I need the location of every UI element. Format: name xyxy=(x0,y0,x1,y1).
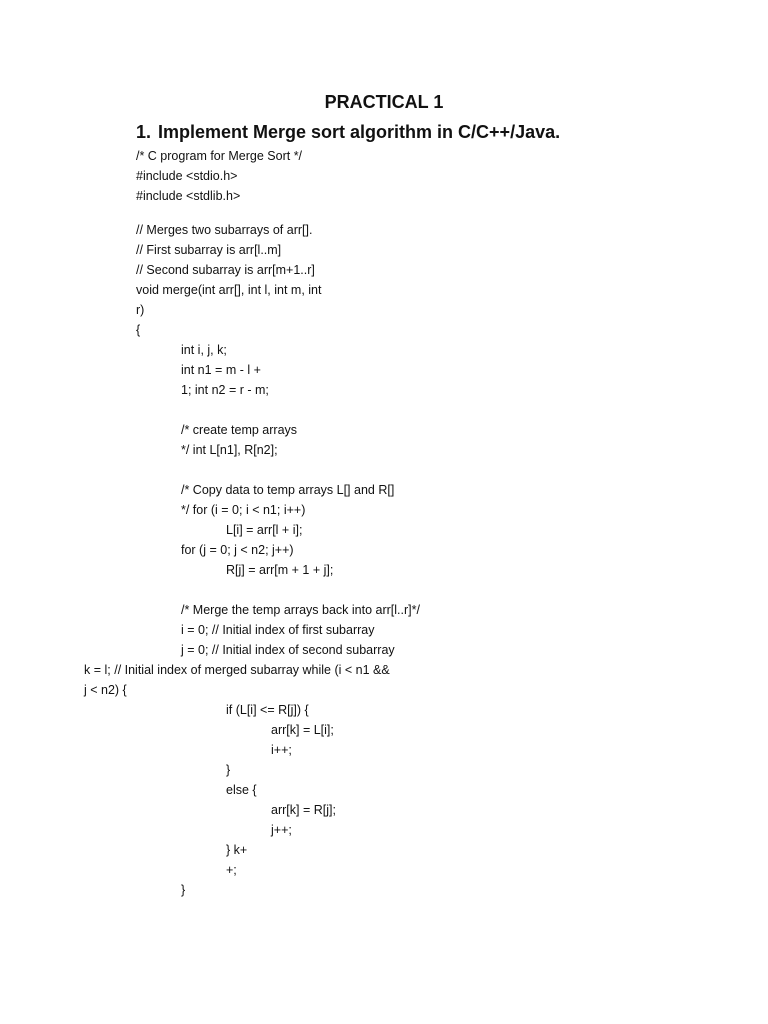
code-line: int n1 = m - l + xyxy=(181,363,261,377)
blank-line xyxy=(0,580,768,600)
code-line: +; xyxy=(226,863,237,877)
code-line: #include <stdio.h> xyxy=(136,169,238,183)
heading-text: Implement Merge sort algorithm in C/C++/Java. xyxy=(158,122,561,142)
page-title: PRACTICAL 1 xyxy=(324,92,444,112)
code-line: */ for (i = 0; i < n1; i++) xyxy=(181,503,306,517)
code-line: r) xyxy=(136,303,145,317)
code-line: /* Copy data to temp arrays L[] and R[] xyxy=(181,483,395,497)
code-line: j++; xyxy=(271,823,292,837)
blank-line xyxy=(0,460,768,480)
code-line: for (j = 0; j < n2; j++) xyxy=(181,543,294,557)
code-line: j < n2) { xyxy=(84,683,127,697)
code-line: else { xyxy=(226,783,257,797)
section-heading xyxy=(136,119,560,145)
code-line: i++; xyxy=(271,743,292,757)
code-line: int i, j, k; xyxy=(181,343,227,357)
code-block xyxy=(0,146,768,900)
code-line: } k+ xyxy=(226,843,248,857)
code-line: arr[k] = L[i]; xyxy=(271,723,334,737)
code-line: 1; int n2 = r - m; xyxy=(181,383,269,397)
code-line: j = 0; // Initial index of second subarray xyxy=(181,643,395,657)
code-line: /* create temp arrays xyxy=(181,423,298,437)
code-line: // Merges two subarrays of arr[]. xyxy=(136,223,313,237)
code-line: void merge(int arr[], int l, int m, int xyxy=(136,283,322,297)
blank-line xyxy=(0,206,768,220)
code-line: arr[k] = R[j]; xyxy=(271,803,336,817)
code-line: // Second subarray is arr[m+1..r] xyxy=(136,263,315,277)
code-line: i = 0; // Initial index of first subarray xyxy=(181,623,375,637)
code-line: { xyxy=(136,323,141,337)
code-line: } xyxy=(181,883,186,897)
blank-line xyxy=(0,400,768,420)
code-line: if (L[i] <= R[j]) { xyxy=(226,703,309,717)
code-line: /* Merge the temp arrays back into arr[l..r]*/ xyxy=(181,603,420,617)
code-line: k = l; // Initial index of merged subarray while (i < n1 && xyxy=(84,663,390,677)
code-line: #include <stdlib.h> xyxy=(136,189,241,203)
code-line: } xyxy=(226,763,231,777)
code-line: L[i] = arr[l + i]; xyxy=(226,523,303,537)
heading-number: 1. xyxy=(136,122,152,142)
code-line: R[j] = arr[m + 1 + j]; xyxy=(226,563,334,577)
code-line: */ int L[n1], R[n2]; xyxy=(181,443,278,457)
code-line: // First subarray is arr[l..m] xyxy=(136,243,282,257)
code-line: /* C program for Merge Sort */ xyxy=(136,149,303,163)
